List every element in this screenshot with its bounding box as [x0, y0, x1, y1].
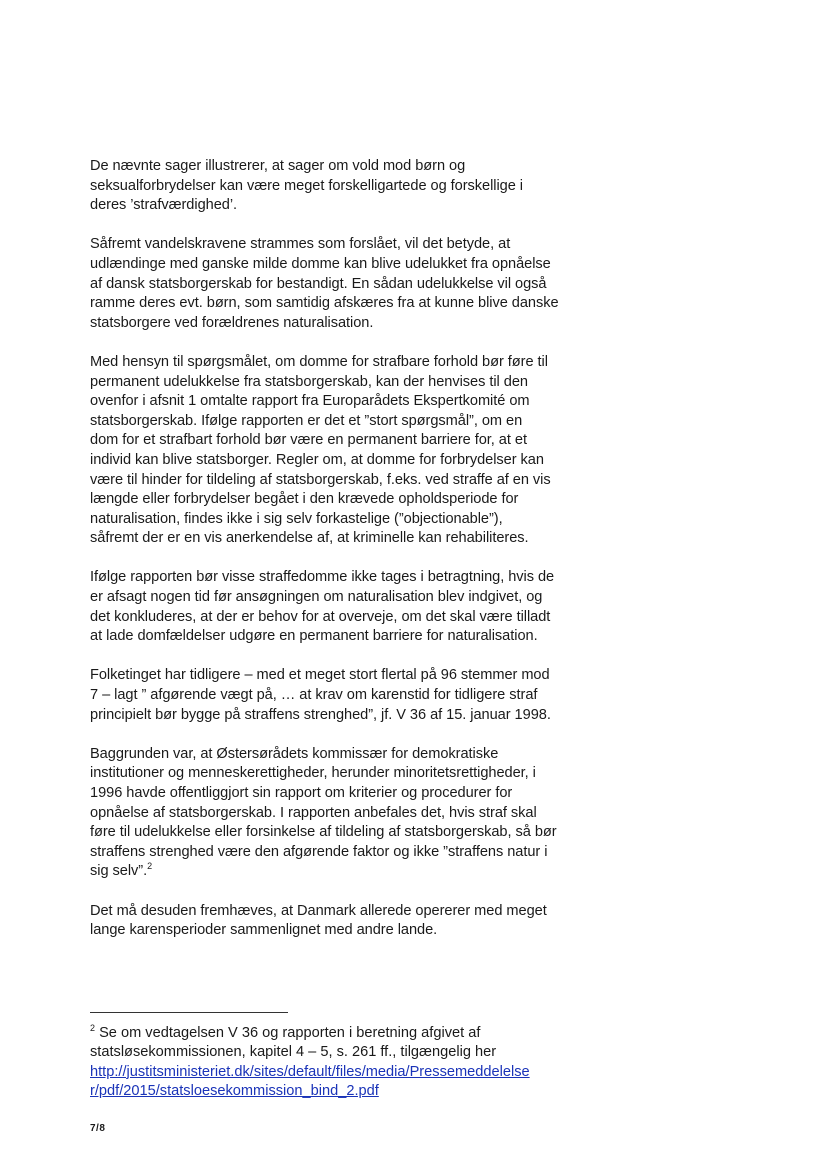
body-text: [90, 157, 600, 960]
paragraph-line: seksualforbrydelser kan være meget forskelligartede og forskellige i: [90, 177, 523, 194]
paragraph-line: statsborgere ved forældrenes naturalisation.: [90, 314, 374, 331]
footnote-link-line: http://justitsministeriet.dk/sites/default/files/media/Pressemeddelelse: [90, 1063, 530, 1080]
paragraph-line: individ kan blive statsborger. Regler om, at domme for forbrydelser kan: [90, 451, 544, 468]
footnote-reference[interactable]: 2: [147, 861, 153, 872]
paragraph-line: deres ’strafværdighed’.: [90, 197, 238, 214]
paragraph-line: såfremt der er en vis anerkendelse af, at kriminelle kan rehabiliteres.: [90, 530, 529, 547]
paragraph-line: sig selv”.: [90, 863, 148, 880]
paragraph-line: Baggrunden var, at Østersørådets kommissær for demokratiske: [90, 745, 499, 762]
paragraph-line: principielt bør bygge på straffens strenghed”, jf. V 36 af 15. januar 1998.: [90, 706, 551, 723]
paragraph-line: statsborgerskab. Ifølge rapporten er det et ”stort spørgsmål”, om en: [90, 412, 523, 429]
paragraph-line: permanent udelukkelse fra statsborgerskab, kan der henvises til den: [90, 373, 528, 390]
paragraph-line: føre til udelukkelse eller forsinkelse af tildeling af statsborgerskab, så bør: [90, 824, 557, 841]
paragraph-line: Folketinget har tidligere – med et meget stort flertal på 96 stemmer mod: [90, 667, 550, 684]
paragraph-line: at lade domfældelser udgøre en permanent barriere for naturalisation.: [90, 628, 538, 645]
paragraph-line: af dansk statsborgerskab for bestandigt. En sådan udelukkelse vil også: [90, 275, 547, 292]
paragraph-7: [90, 902, 600, 941]
paragraph-2: [90, 235, 600, 333]
paragraph-5: [90, 666, 600, 725]
paragraph-line: være til hinder for tildeling af statsborgerskab, f.eks. ved straffe af en vis: [90, 471, 551, 488]
footnote: [90, 1024, 600, 1102]
footnote-text: statsløsekommissionen, kapitel 4 – 5, s. 261 ff., tilgængelig her: [90, 1044, 497, 1061]
paragraph-line: Med hensyn til spørgsmålet, om domme for strafbare forhold bør føre til: [90, 353, 548, 370]
paragraph-line: straffens strenghed være den afgørende faktor og ikke ”straffens natur i: [90, 843, 548, 860]
paragraph-line: ramme deres evt. børn, som samtidig afskæres fra at kunne blive danske: [90, 295, 559, 312]
paragraph-line: ovenfor i afsnit 1 omtalte rapport fra Europarådets Ekspertkomité om: [90, 393, 530, 410]
paragraph-6: [90, 745, 600, 882]
paragraph-line: institutioner og menneskerettigheder, herunder minoritetsrettigheder, i: [90, 765, 536, 782]
paragraph-3: [90, 353, 600, 549]
paragraph-line: det konkluderes, at der er behov for at overveje, om det skal være tilladt: [90, 608, 551, 625]
paragraph-line: dom for et strafbart forhold bør være en permanent barriere for, at et: [90, 432, 527, 449]
page-number: 7/8: [90, 1123, 106, 1134]
footnote-text: Se om vedtagelsen V 36 og rapporten i beretning afgivet af: [95, 1025, 481, 1041]
paragraph-line: Såfremt vandelskravene strammes som forslået, vil det betyde, at: [90, 236, 511, 253]
footnote-number: 2: [90, 1023, 96, 1033]
paragraph-line: De nævnte sager illustrerer, at sager om vold mod børn og: [90, 158, 466, 174]
paragraph-line: 7 – lagt ” afgørende vægt på, … at krav om karenstid for tidligere straf: [90, 687, 538, 704]
paragraph-line: Det må desuden fremhæves, at Danmark allerede opererer med meget: [90, 902, 547, 919]
paragraph-1: [90, 157, 600, 216]
paragraph-4: [90, 568, 600, 646]
paragraph-line: naturalisation, findes ikke i sig selv forkastelige (”objectionable”),: [90, 510, 503, 527]
footnote-divider: [90, 1012, 288, 1013]
paragraph-line: længde eller forbrydelser begået i den krævede opholdsperiode for: [90, 491, 519, 508]
paragraph-line: lange karensperioder sammenlignet med andre lande.: [90, 922, 438, 939]
footnote-link-line: r/pdf/2015/statsloesekommission_bind_2.pdf: [90, 1083, 379, 1100]
footnote-link[interactable]: [90, 1063, 600, 1102]
paragraph-line: er afsagt nogen tid før ansøgningen om naturalisation blev indgivet, og: [90, 589, 543, 606]
paragraph-line-with-footnote: [90, 862, 600, 882]
paragraph-line: udlændinge med ganske milde domme kan blive udelukket fra opnåelse: [90, 255, 551, 272]
paragraph-line: opnåelse af statsborgerskab. I rapporten anbefales det, hvis straf skal: [90, 804, 537, 821]
paragraph-line: Ifølge rapporten bør visse straffedomme ikke tages i betragtning, hvis de: [90, 569, 555, 586]
footnote-line: [90, 1024, 600, 1043]
paragraph-line: 1996 havde offentliggjort sin rapport om kriterier og procedurer for: [90, 785, 513, 801]
